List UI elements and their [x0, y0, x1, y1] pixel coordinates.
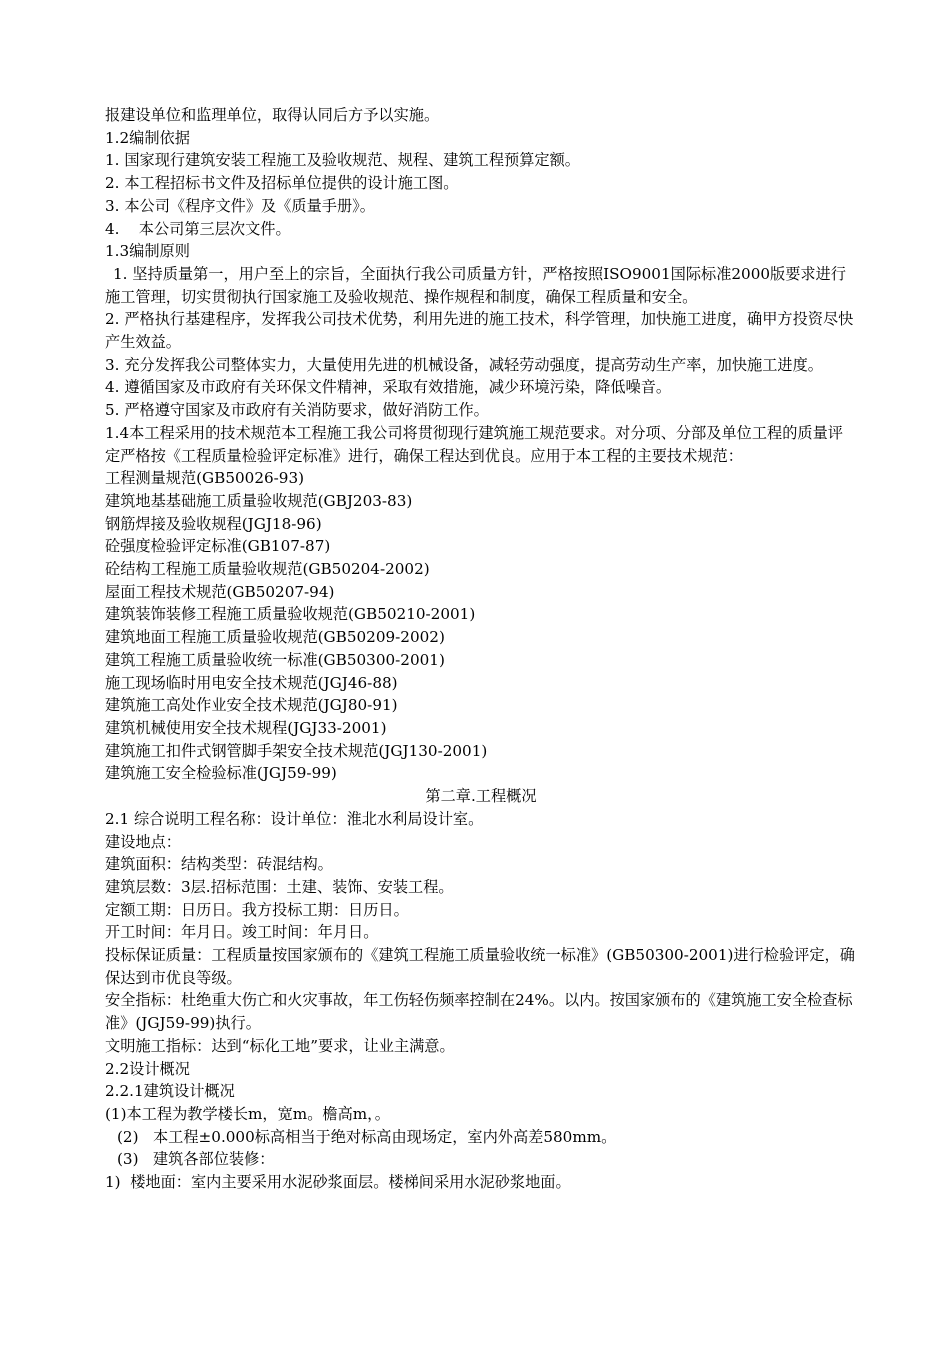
chapter-title: 第二章.工程概况 — [425, 787, 537, 806]
standard-item: 建筑装饰装修工程施工质量验收规范(GB50210-2001) — [105, 605, 476, 624]
text-line: 建筑层数：3层.招标范围：土建、装饰、安装工程。 — [105, 877, 454, 896]
document-page — [105, 104, 857, 1194]
paragraph: 2. 严格执行基建程序，发挥我公司技术优势，利用先进的施工技术，科学管理，加快施工进度，确甲方投资尽快产生效益。 — [105, 310, 854, 352]
list-item: 4. 本公司第三层次文件。 — [105, 219, 291, 238]
text-line: (1)本工程为教学楼长m，宽m。檐高m，。 — [105, 1104, 390, 1123]
paragraph: 投标保证质量：工程质量按国家颁布的《建筑工程施工质量验收统一标准》(GB50300-2001)进行检验评定，确保达到市优良等级。 — [105, 946, 855, 987]
text-line: 定额工期：日历日。我方投标工期：日历日。 — [105, 900, 409, 919]
standard-item: 建筑施工安全检验标准(JGJ59-99) — [105, 764, 337, 783]
section-heading: 1.3编制原则 — [105, 242, 190, 261]
section-heading: 1.2编制依据 — [105, 128, 190, 147]
text-line: 报建设单位和监理单位，取得认同后方予以实施。 — [105, 106, 440, 124]
list-item: 3. 本公司《程序文件》及《质量手册》。 — [105, 196, 375, 215]
standard-item: 钢筋焊接及验收规程(JGJ18-96) — [105, 514, 322, 533]
standard-item: 砼强度检验评定标准(GB107-87) — [105, 537, 331, 556]
standard-item: 建筑地基基础施工质量验收规范(GBJ203-83) — [105, 491, 413, 510]
section-heading: 2.2.1建筑设计概况 — [105, 1082, 235, 1101]
text-line: 2.1 综合说明工程名称：设计单位：淮北水利局设计室。 — [105, 809, 484, 828]
section-heading: 2.2设计概况 — [105, 1059, 190, 1078]
paragraph: 4. 遵循国家及市政府有关环保文件精神，采取有效措施，减少环境污染，降低噪音。 — [105, 378, 672, 397]
text-line: 建筑面积：结构类型：砖混结构。 — [105, 855, 333, 874]
list-item: 2. 本工程招标书文件及招标单位提供的设计施工图。 — [105, 174, 459, 193]
standard-item: 建筑施工高处作业安全技术规范(JGJ80-91) — [105, 696, 398, 715]
paragraph: 1.4本工程采用的技术规范本工程施工我公司将贯彻现行建筑施工规范要求。对分项、分部及单位工程的质量评定严格按《工程质量检验评定标准》进行，确保工程达到优良。应用于本工程的主要技术规范： — [105, 423, 843, 465]
text-line: (2) 本工程±0.000标高相当于绝对标高由现场定，室内外高差580mm。 — [117, 1127, 617, 1146]
text-line: (3) 建筑各部位装修： — [117, 1150, 275, 1169]
standard-item: 屋面工程技术规范(GB50207-94) — [105, 582, 335, 601]
text-line: 文明施工指标：达到“标化工地”要求，让业主满意。 — [105, 1036, 455, 1055]
standard-item: 建筑机械使用安全技术规程(JGJ33-2001) — [105, 718, 387, 737]
standard-item: 施工现场临时用电安全技术规范(JGJ46-88) — [105, 673, 398, 692]
text-line: 开工时间：年月日。竣工时间：年月日。 — [105, 923, 379, 942]
paragraph: 安全指标：杜绝重大伤亡和火灾事故，年工伤轻伤频率控制在24%。以内。按国家颁布的《建筑施工安全检查标准》(JGJ59-99)执行。 — [105, 991, 853, 1033]
text-line: 1) 楼地面：室内主要采用水泥砂浆面层。楼梯间采用水泥砂浆地面。 — [105, 1173, 571, 1192]
text-line: 建设地点： — [105, 832, 181, 851]
standard-item: 工程测量规范(GB50026-93) — [105, 469, 305, 488]
standard-item: 建筑地面工程施工质量验收规范(GB50209-2002) — [105, 628, 445, 647]
paragraph: 3. 充分发挥我公司整体实力，大量使用先进的机械设备，减轻劳动强度，提高劳动生产率，加快施工进度。 — [105, 355, 823, 374]
standard-item: 建筑施工扣件式钢管脚手架安全技术规范(JGJ130-2001) — [105, 741, 488, 760]
paragraph: 5. 严格遵守国家及市政府有关消防要求，做好消防工作。 — [105, 401, 489, 420]
paragraph: 1. 坚持质量第一，用户至上的宗旨，全面执行我公司质量方针，严格按照ISO9001国际标准2000版要求进行施工管理，切实贯彻执行国家施工及验收规范、操作规程和制度，确保工程质量和安全。 — [105, 264, 846, 306]
list-item: 1. 国家现行建筑安装工程施工及验收规范、规程、建筑工程预算定额。 — [105, 151, 580, 170]
standard-item: 建筑工程施工质量验收统一标准(GB50300-2001) — [105, 650, 445, 669]
standard-item: 砼结构工程施工质量验收规范(GB50204-2002) — [105, 560, 430, 579]
